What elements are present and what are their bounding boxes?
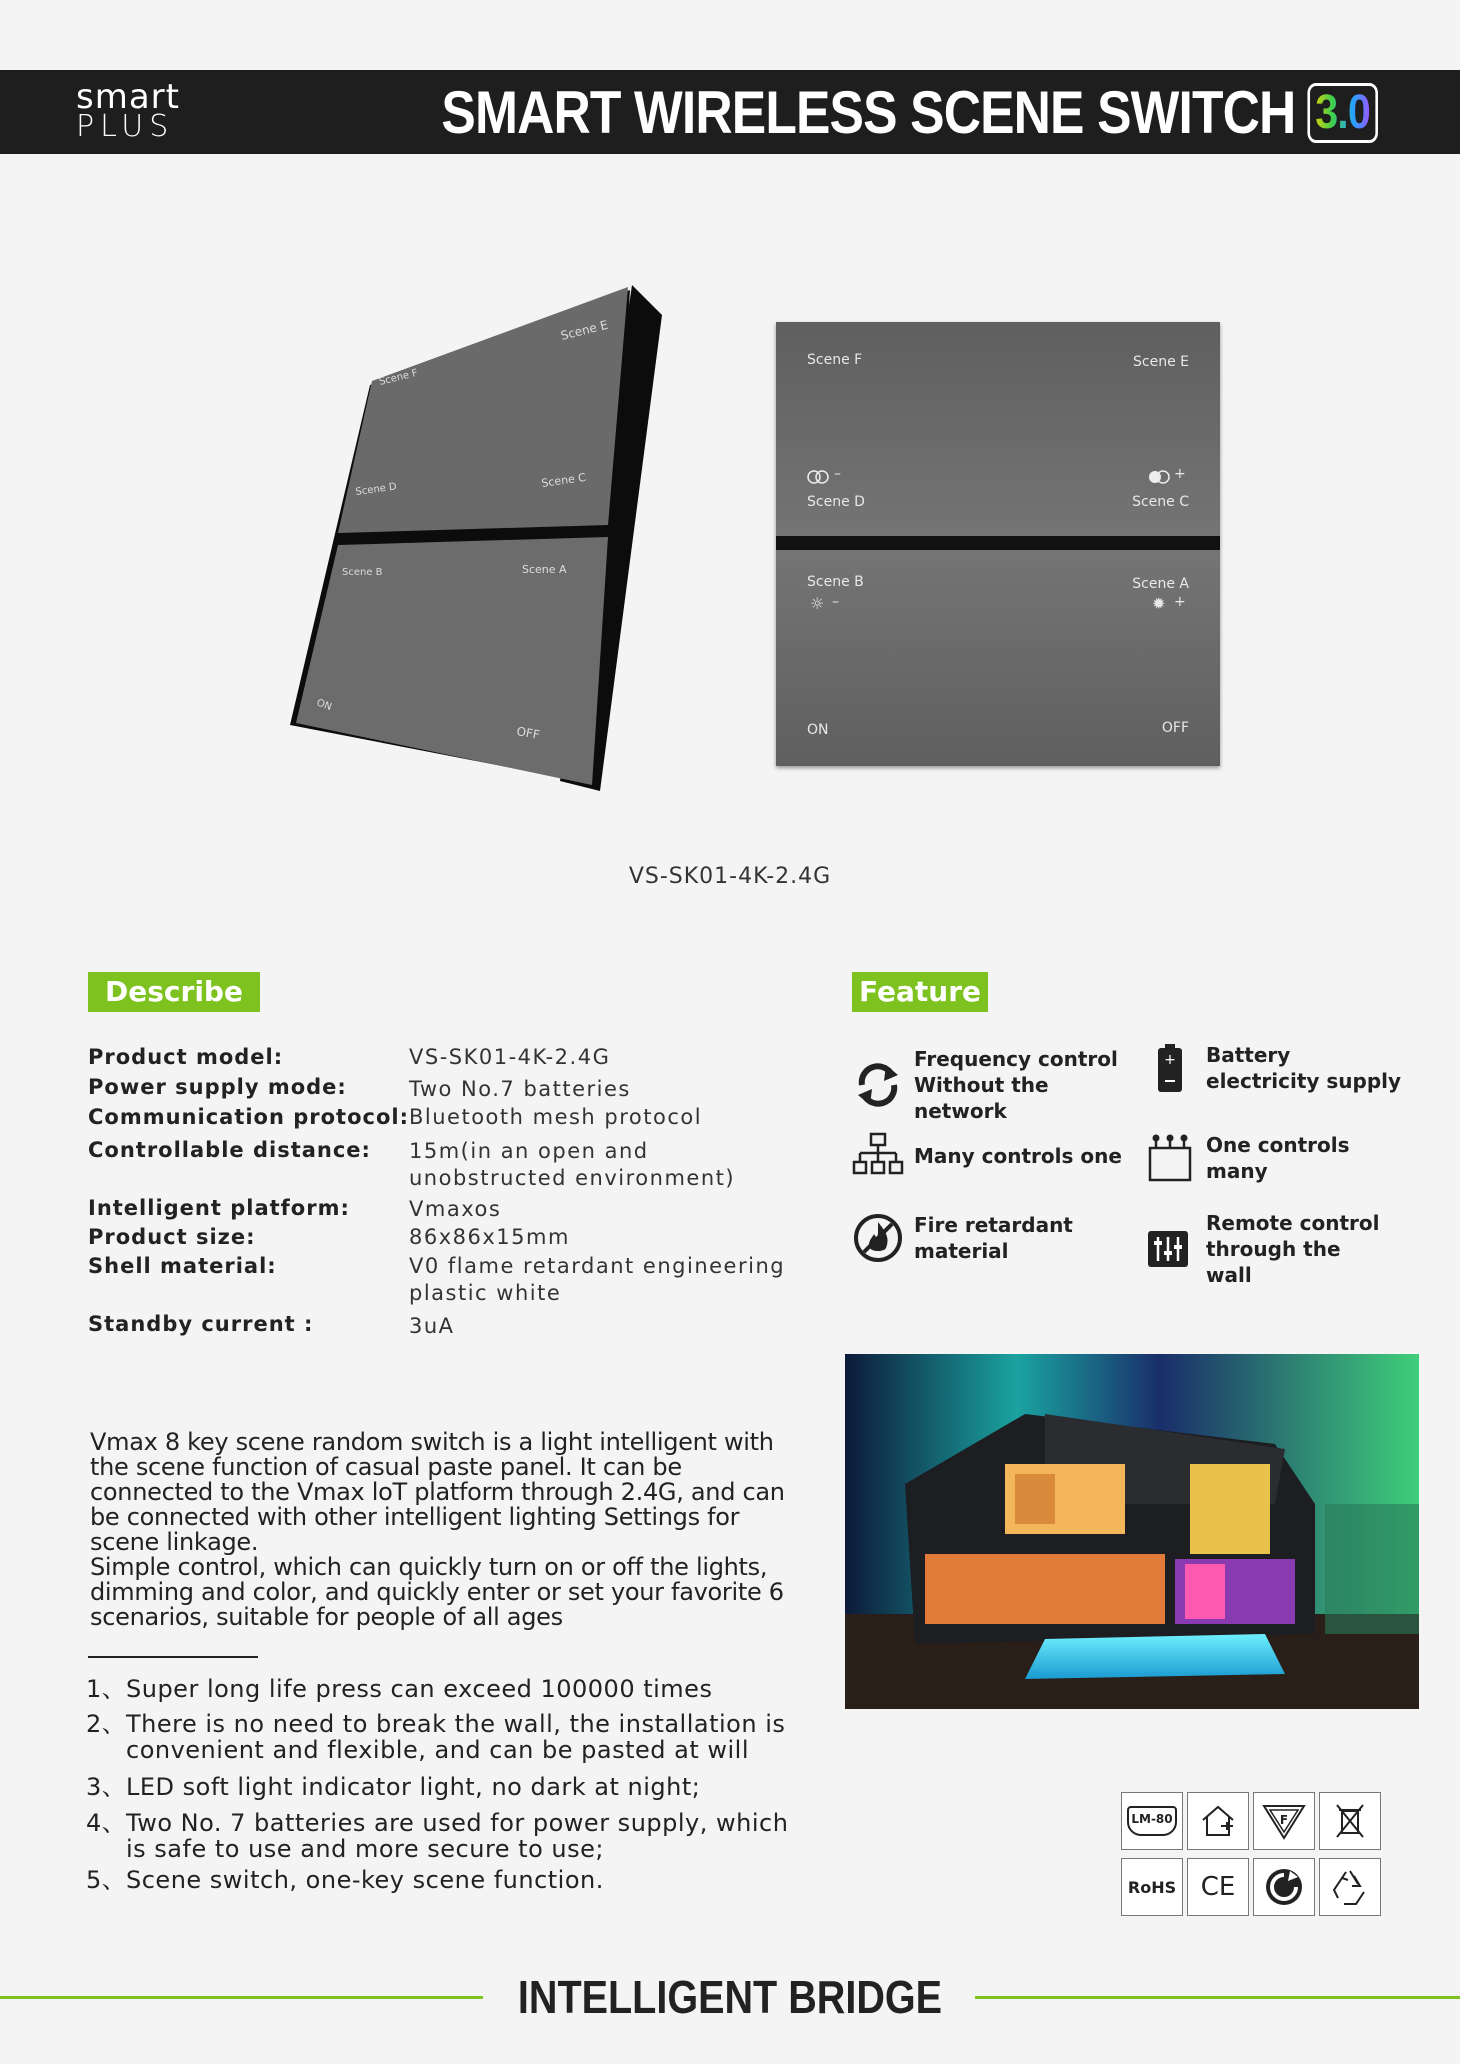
describe-heading: Describe <box>88 972 260 1012</box>
dual-circle-filled-icon <box>1148 470 1170 484</box>
feature-item <box>1144 1132 1404 1184</box>
logo-line-2: PLUS <box>76 109 175 144</box>
front-plus-c: + <box>1174 466 1186 482</box>
wall-signal-icon <box>1144 1223 1196 1275</box>
description-paragraph-2: Simple control, which can quickly turn on or off the lights, dimming and color, and quickly enter or set your favorite 6 scenarios, suitable for people of all ages <box>90 1553 784 1631</box>
spec-value: 3uA <box>409 1314 455 1338</box>
sun-outline-icon: ☼ <box>810 594 825 613</box>
list-item <box>86 1711 806 1763</box>
list-item <box>86 1810 806 1862</box>
refresh-icon <box>852 1059 904 1111</box>
front-minus-b: – <box>832 594 839 610</box>
spec-value: 15m(in an open and unobstructed environment) <box>409 1139 736 1190</box>
spec-label: Intelligent platform: <box>88 1196 350 1220</box>
spec-value: V0 flame retardant engineering plastic white <box>409 1254 786 1305</box>
feature-text: Many controls one <box>914 1144 1122 1168</box>
front-label-scene-b: Scene B <box>807 574 864 590</box>
multi-output-icon <box>1144 1132 1196 1184</box>
3d-label-scene-a: Scene A <box>522 563 567 576</box>
front-minus-d: – <box>834 466 841 482</box>
front-label-scene-c: Scene C <box>1132 494 1189 510</box>
list-text: Scene switch, one-key scene function. <box>126 1866 604 1894</box>
3d-label-on: ON <box>314 697 334 714</box>
front-label-on: ON <box>807 722 829 738</box>
3d-label-scene-d: Scene D <box>354 481 398 498</box>
list-item <box>86 1676 806 1702</box>
feature-text: Battery electricity supply <box>1206 1043 1402 1093</box>
switch-perspective-image <box>290 285 670 795</box>
list-number: 4、 <box>86 1809 127 1837</box>
lm80-icon <box>1121 1792 1183 1850</box>
list-number: 1、 <box>86 1675 127 1703</box>
spec-value: Bluetooth mesh protocol <box>409 1105 703 1129</box>
page-title <box>442 78 1378 147</box>
network-icon <box>852 1130 904 1182</box>
spec-value: Two No.7 batteries <box>409 1077 631 1101</box>
rohs-icon: RoHS <box>1121 1858 1183 1916</box>
front-label-scene-f: Scene F <box>807 352 863 368</box>
sun-filled-icon: ✹ <box>1152 594 1166 613</box>
feature-item <box>1144 1042 1404 1094</box>
f-letter: F <box>1279 1813 1289 1827</box>
logo-line-1: smart <box>76 77 180 117</box>
list-text: LED soft light indicator light, no dark at night; <box>126 1773 701 1801</box>
switch-front-image <box>776 322 1220 766</box>
spec-label: Power supply mode: <box>88 1075 347 1099</box>
list-text: Two No. 7 batteries are used for power supply, which is safe to use and more secure to use; <box>126 1809 789 1863</box>
spec-label: Standby current : <box>88 1312 314 1336</box>
list-text: Super long life press can exceed 100000 times <box>126 1675 713 1703</box>
divider <box>88 1656 258 1658</box>
weee-icon <box>1319 1792 1381 1850</box>
feature-item <box>852 1046 1142 1124</box>
footer-title: INTELLIGENT BRIDGE <box>517 1971 943 2023</box>
list-item <box>86 1774 806 1800</box>
feature-item <box>852 1130 1142 1182</box>
panel-gap <box>776 536 1220 550</box>
list-text: There is no need to break the wall, the installation is convenient and flexible, and can be pasted at will <box>126 1710 786 1764</box>
front-label-scene-a: Scene A <box>1132 576 1189 592</box>
feature-item <box>1144 1210 1404 1288</box>
3d-label-scene-f: Scene F <box>378 367 419 388</box>
spec-label: Communication protocol: <box>88 1105 409 1129</box>
header-bar <box>0 70 1460 154</box>
feature-text: Frequency control Without the network <box>914 1047 1118 1123</box>
front-label-scene-e: Scene E <box>1133 354 1189 370</box>
model-caption: VS-SK01-4K-2.4G <box>628 864 832 889</box>
dual-circle-icon <box>807 470 829 484</box>
spec-label: Product model: <box>88 1045 284 1069</box>
f-triangle-icon <box>1262 1802 1306 1840</box>
front-label-off: OFF <box>1161 720 1189 736</box>
front-label-scene-d: Scene D <box>807 494 865 510</box>
brand-logo <box>76 77 180 144</box>
3d-label-scene-c: Scene C <box>540 470 587 490</box>
spec-label: Product size: <box>88 1225 256 1249</box>
list-number: 5、 <box>86 1866 127 1894</box>
feature-heading: Feature <box>852 972 988 1012</box>
svg-text:+: + <box>1164 1052 1176 1068</box>
spec-label: Shell material: <box>88 1254 277 1278</box>
3d-label-scene-b: Scene B <box>342 567 383 578</box>
lm80-text: LM-80 <box>1127 1806 1176 1836</box>
description-paragraph-1: Vmax 8 key scene random switch is a light intelligent with the scene function of casual paste panel. It can be connected to the Vmax loT platform through 2.4G, and can be connected with other intelligent lighting Settings for scene linkage. <box>90 1428 785 1556</box>
front-plus-a: + <box>1174 594 1186 610</box>
recycle-arrow-icon <box>1253 1858 1315 1916</box>
list-item <box>86 1867 806 1893</box>
recycle-triangle-icon <box>1330 1868 1370 1906</box>
crossed-bin-icon <box>1333 1801 1367 1841</box>
feature-text: Fire retardant material <box>914 1213 1073 1263</box>
feature-text: Remote control through the wall <box>1206 1211 1380 1287</box>
battery-icon <box>1144 1042 1196 1094</box>
3d-label-scene-e: Scene E <box>559 317 610 343</box>
green-dot-icon <box>1264 1867 1304 1907</box>
house-outline-icon <box>1199 1804 1237 1838</box>
recycle-icon <box>1319 1858 1381 1916</box>
version-badge: 3.0 <box>1308 83 1378 143</box>
fire-icon <box>852 1212 904 1264</box>
house-icon <box>1187 1792 1249 1850</box>
spec-label: Controllable distance: <box>88 1138 371 1162</box>
spec-value: Vmaxos <box>409 1197 502 1221</box>
ce-icon: CE <box>1187 1858 1249 1916</box>
title-text: SMART WIRELESS SCENE SWITCH <box>441 79 1296 146</box>
feature-item <box>852 1212 1142 1264</box>
3d-label-off: OFF <box>515 724 541 742</box>
list-number: 3、 <box>86 1773 127 1801</box>
house-night-photo <box>845 1354 1419 1709</box>
spec-value: VS-SK01-4K-2.4G <box>409 1045 611 1069</box>
feature-text: One controls many <box>1206 1133 1350 1183</box>
spec-value: 86x86x15mm <box>409 1225 570 1249</box>
list-number: 2、 <box>86 1710 127 1738</box>
f-mark-icon <box>1253 1792 1315 1850</box>
